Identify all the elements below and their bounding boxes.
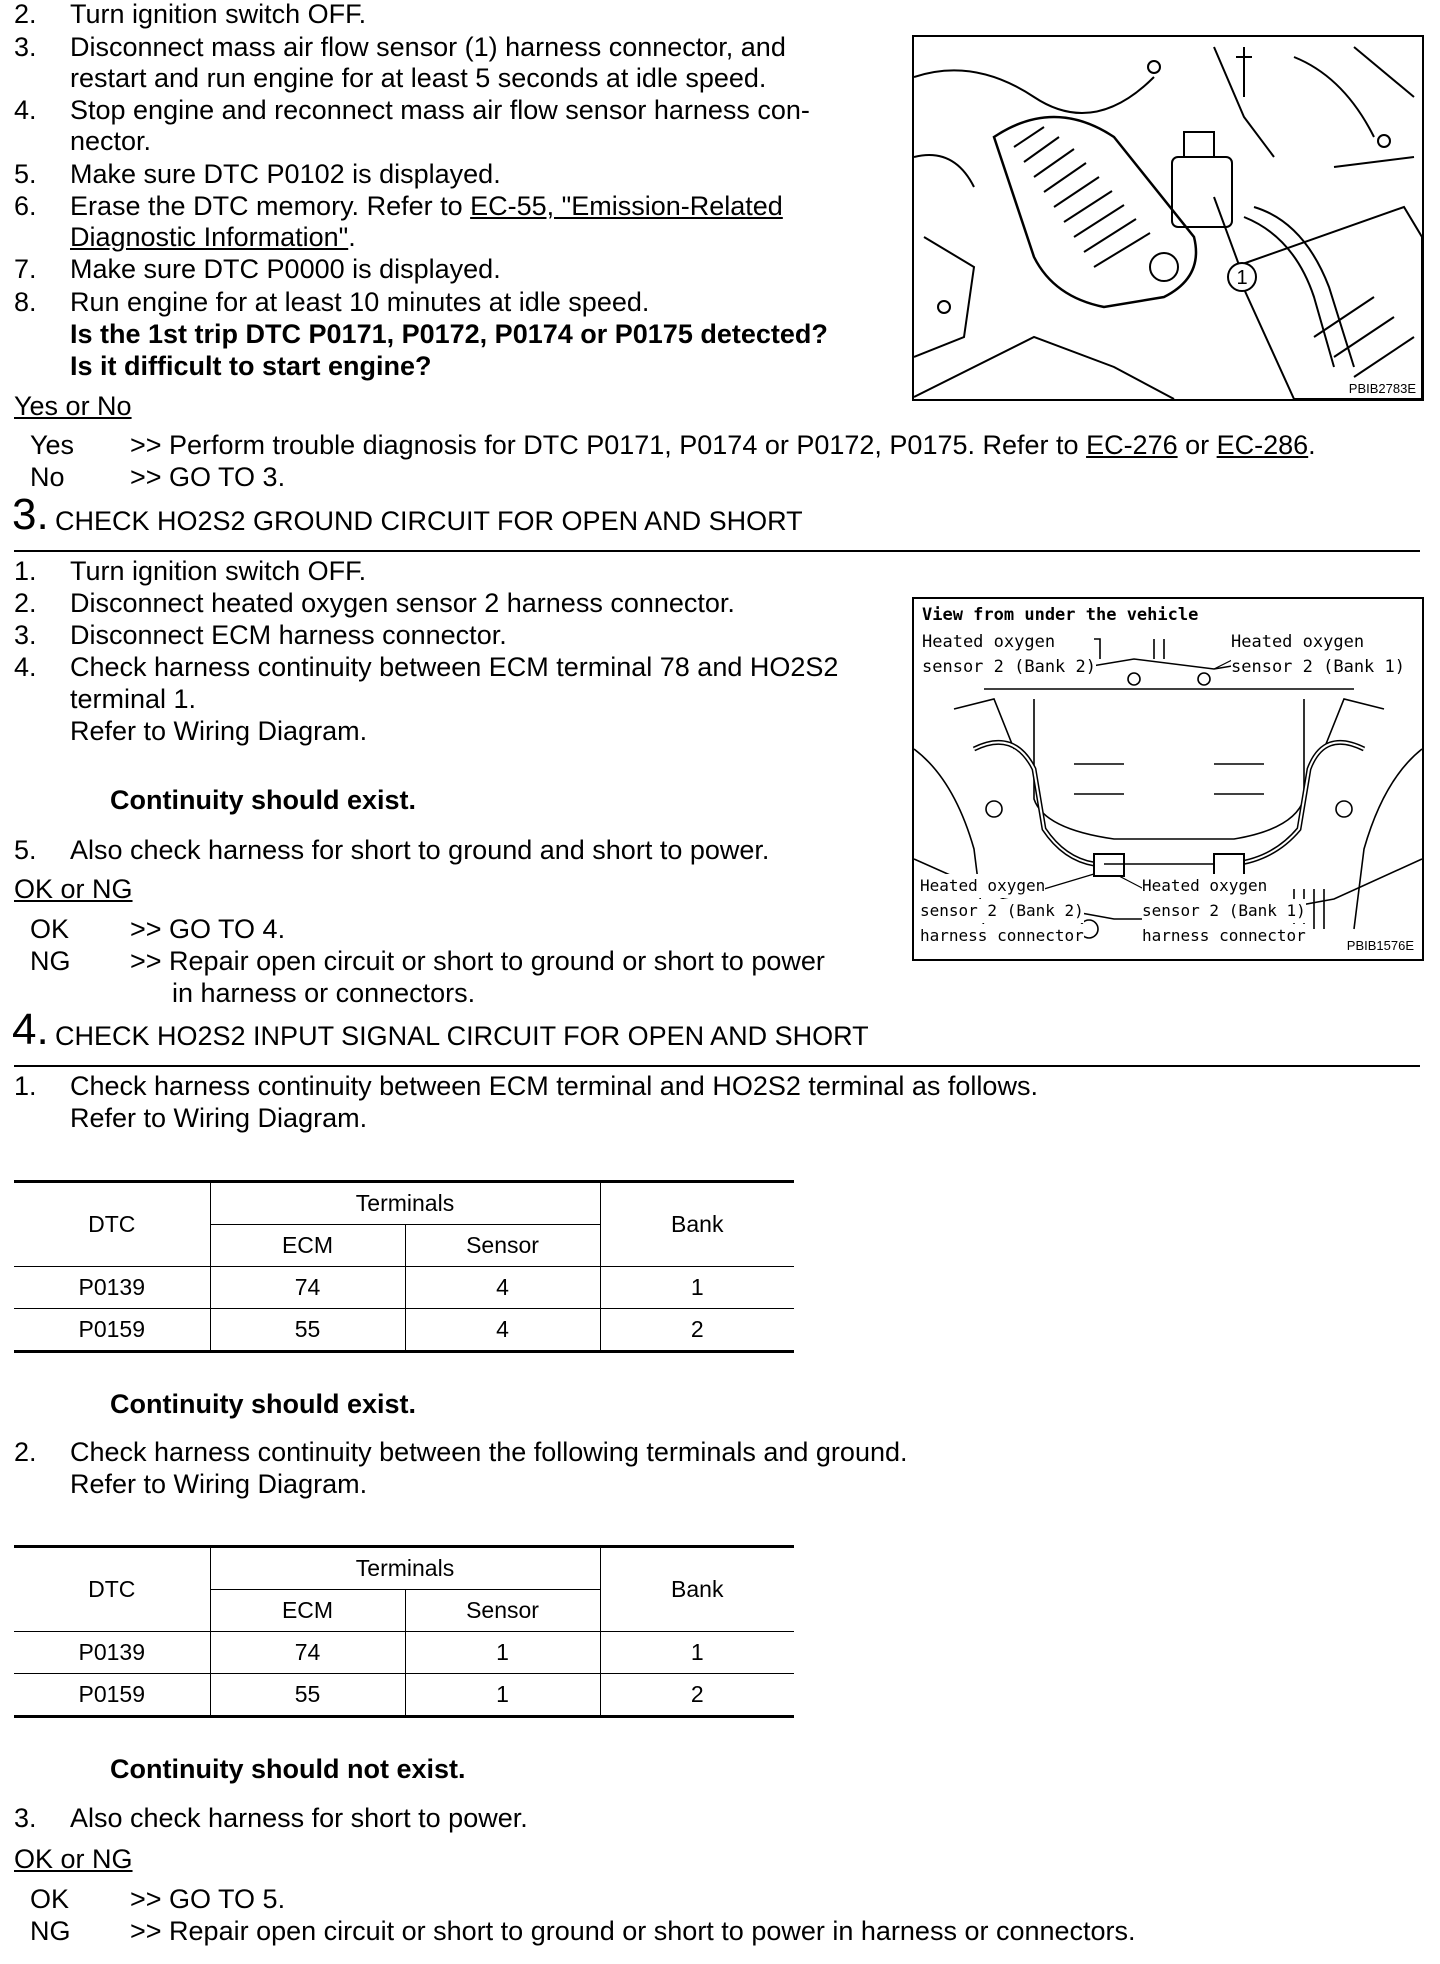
- list-item-text: terminal 1.: [70, 684, 197, 714]
- result-text-ok: >> GO TO 5.: [130, 1884, 286, 1914]
- list-item-number: 8.: [14, 287, 37, 317]
- column-header: DTC: [14, 1547, 210, 1632]
- list-item-text: Make sure DTC P0102 is displayed.: [70, 159, 501, 189]
- list-item-text: Refer to Wiring Diagram.: [70, 1103, 368, 1133]
- list-item-number: 4.: [14, 95, 37, 125]
- column-header: ECM: [210, 1590, 405, 1632]
- connector-label-bank1: sensor 2 (Bank 1): [1142, 899, 1306, 923]
- result-text-ng: >> Repair open circuit or short to ground or short to power in harness or connectors.: [130, 1916, 1136, 1946]
- figure-view-label: View from under the vehicle: [922, 605, 1199, 625]
- list-item-text: Disconnect ECM harness connector.: [70, 620, 507, 650]
- table-cell: 55: [210, 1309, 405, 1352]
- figure-code: PBIB1576E: [1346, 938, 1414, 953]
- table-row: [14, 1674, 794, 1717]
- diagnostic-information-link[interactable]: Diagnostic Information": [70, 222, 349, 252]
- list-item-number: 1.: [14, 1071, 37, 1101]
- list-item-text: Also check harness for short to ground and short to power.: [70, 835, 770, 865]
- table-cell: 1: [600, 1267, 794, 1309]
- result-label-ok: OK: [30, 914, 70, 944]
- engine-illustration: [914, 37, 1422, 399]
- question-text: Is it difficult to start engine?: [70, 351, 432, 381]
- table-cell: P0139: [14, 1267, 210, 1309]
- list-item-number: 3.: [14, 1803, 37, 1833]
- list-item-text: Check harness continuity between ECM terminal 78 and HO2S2: [70, 652, 839, 682]
- list-item-number: 3.: [14, 32, 37, 62]
- result-label-ng: NG: [30, 946, 71, 976]
- table-cell: P0159: [14, 1674, 210, 1717]
- table-cell: 1: [600, 1632, 794, 1674]
- table-row: [14, 1309, 794, 1352]
- table-cell: 55: [210, 1674, 405, 1717]
- column-header: DTC: [14, 1182, 210, 1267]
- list-item-number: 5.: [14, 835, 37, 865]
- list-item-text: Check harness continuity between ECM terminal and HO2S2 terminal as follows.: [70, 1071, 1038, 1101]
- question-text: Is the 1st trip DTC P0171, P0172, P0174 or P0175 detected?: [70, 319, 828, 349]
- step-number: 3.: [12, 490, 49, 539]
- heated-oxygen-sensor-figure: [912, 597, 1424, 961]
- list-item-text: Refer to Wiring Diagram.: [70, 716, 368, 746]
- table-cell: 4: [405, 1309, 600, 1352]
- connector-label-bank1: harness connector: [1142, 924, 1306, 948]
- list-item-text: Make sure DTC P0000 is displayed.: [70, 254, 501, 284]
- step-title: CHECK HO2S2 INPUT SIGNAL CIRCUIT FOR OPEN AND SHORT: [55, 1021, 869, 1051]
- result-heading: OK or NG: [14, 1844, 133, 1874]
- result-label-ng: NG: [30, 1916, 71, 1946]
- ec-55-link[interactable]: EC-55, "Emission-Related: [470, 191, 783, 221]
- list-item-number: 6.: [14, 191, 37, 221]
- list-item-text: Check harness continuity between the following terminals and ground.: [70, 1437, 908, 1467]
- table-row: [14, 1632, 794, 1674]
- table-cell: P0159: [14, 1309, 210, 1352]
- connector-label-bank1: Heated oxygen: [1142, 874, 1267, 898]
- result-label-yes: Yes: [30, 430, 75, 460]
- terminals-table-2: [14, 1545, 794, 1718]
- list-item-text: Diagnostic Information".: [70, 222, 356, 252]
- table-row: [14, 1267, 794, 1309]
- list-item-number: 2.: [14, 1437, 37, 1467]
- ec-286-link[interactable]: EC-286: [1216, 430, 1309, 460]
- table-cell: 1: [405, 1632, 600, 1674]
- list-item-text: nector.: [70, 126, 152, 156]
- list-item-text: Refer to Wiring Diagram.: [70, 1469, 368, 1499]
- table-cell: P0139: [14, 1632, 210, 1674]
- list-item-number: 7.: [14, 254, 37, 284]
- mass-air-flow-sensor-figure: [912, 35, 1424, 401]
- callout-number: 1: [1236, 267, 1248, 289]
- table-cell: 74: [210, 1632, 405, 1674]
- result-heading: Yes or No: [14, 391, 132, 421]
- list-item-text: Also check harness for short to power.: [70, 1803, 528, 1833]
- list-item-text: Disconnect heated oxygen sensor 2 harness connector.: [70, 588, 735, 618]
- sensor-label-bank1: Heated oxygen: [1231, 632, 1365, 652]
- column-header: ECM: [210, 1225, 405, 1267]
- result-label-ok: OK: [30, 1884, 70, 1914]
- continuity-note: Continuity should exist.: [110, 785, 417, 815]
- column-header: Terminals: [210, 1182, 600, 1225]
- step-number: 4.: [12, 1005, 49, 1054]
- table-cell: 1: [405, 1674, 600, 1717]
- sensor-label-bank2: sensor 2 (Bank 2): [922, 657, 1096, 677]
- connector-label-bank2: Heated oxygen: [920, 874, 1045, 898]
- list-item-number: 2.: [14, 0, 37, 29]
- continuity-note: Continuity should not exist.: [110, 1754, 466, 1784]
- column-header: Bank: [600, 1182, 794, 1267]
- continuity-note: Continuity should exist.: [110, 1389, 417, 1419]
- list-item-number: 3.: [14, 620, 37, 650]
- list-item-number: 5.: [14, 159, 37, 189]
- list-item-text: Disconnect mass air flow sensor (1) harness connector, and: [70, 32, 786, 62]
- column-header: Terminals: [210, 1547, 600, 1590]
- terminals-table-1: [14, 1180, 794, 1353]
- list-item-number: 4.: [14, 652, 37, 682]
- column-header: Sensor: [405, 1590, 600, 1632]
- table-cell: 4: [405, 1267, 600, 1309]
- list-item-text: Stop engine and reconnect mass air flow sensor harness con-: [70, 95, 810, 125]
- list-item-number: 2.: [14, 588, 37, 618]
- sensor-label-bank2: Heated oxygen: [922, 632, 1056, 652]
- sensor-label-bank1: sensor 2 (Bank 1): [1231, 657, 1405, 677]
- list-item-text: Turn ignition switch OFF.: [70, 556, 367, 586]
- section-divider: [14, 550, 1420, 552]
- table-cell: 74: [210, 1267, 405, 1309]
- list-item-text: Run engine for at least 10 minutes at idle speed.: [70, 287, 650, 317]
- result-heading: OK or NG: [14, 874, 133, 904]
- list-item-number: 1.: [14, 556, 37, 586]
- result-text-ng: in harness or connectors.: [172, 978, 476, 1008]
- list-item-text: restart and run engine for at least 5 seconds at idle speed.: [70, 63, 767, 93]
- result-text-ok: >> GO TO 4.: [130, 914, 286, 944]
- result-text-no: >> GO TO 3.: [130, 462, 286, 492]
- result-text-ng: >> Repair open circuit or short to ground or short to power: [130, 946, 825, 976]
- result-label-no: No: [30, 462, 65, 492]
- column-header: Sensor: [405, 1225, 600, 1267]
- figure-code: PBIB2783E: [1348, 381, 1416, 396]
- list-item-text: Erase the DTC memory. Refer to EC-55, "Emission-Related: [70, 191, 783, 221]
- table-cell: 2: [600, 1674, 794, 1717]
- column-header: Bank: [600, 1547, 794, 1632]
- connector-label-bank2: harness connector: [920, 924, 1084, 948]
- step-title: CHECK HO2S2 GROUND CIRCUIT FOR OPEN AND SHORT: [55, 506, 803, 536]
- ec-276-link[interactable]: EC-276: [1086, 430, 1178, 460]
- table-cell: 2: [600, 1309, 794, 1352]
- result-text-yes: >> Perform trouble diagnosis for DTC P0171, P0174 or P0172, P0175. Refer to EC-276 or EC-286.: [130, 430, 1316, 460]
- connector-label-bank2: sensor 2 (Bank 2): [920, 899, 1084, 923]
- list-item-text: Turn ignition switch OFF.: [70, 0, 367, 29]
- section-divider: [14, 1065, 1420, 1067]
